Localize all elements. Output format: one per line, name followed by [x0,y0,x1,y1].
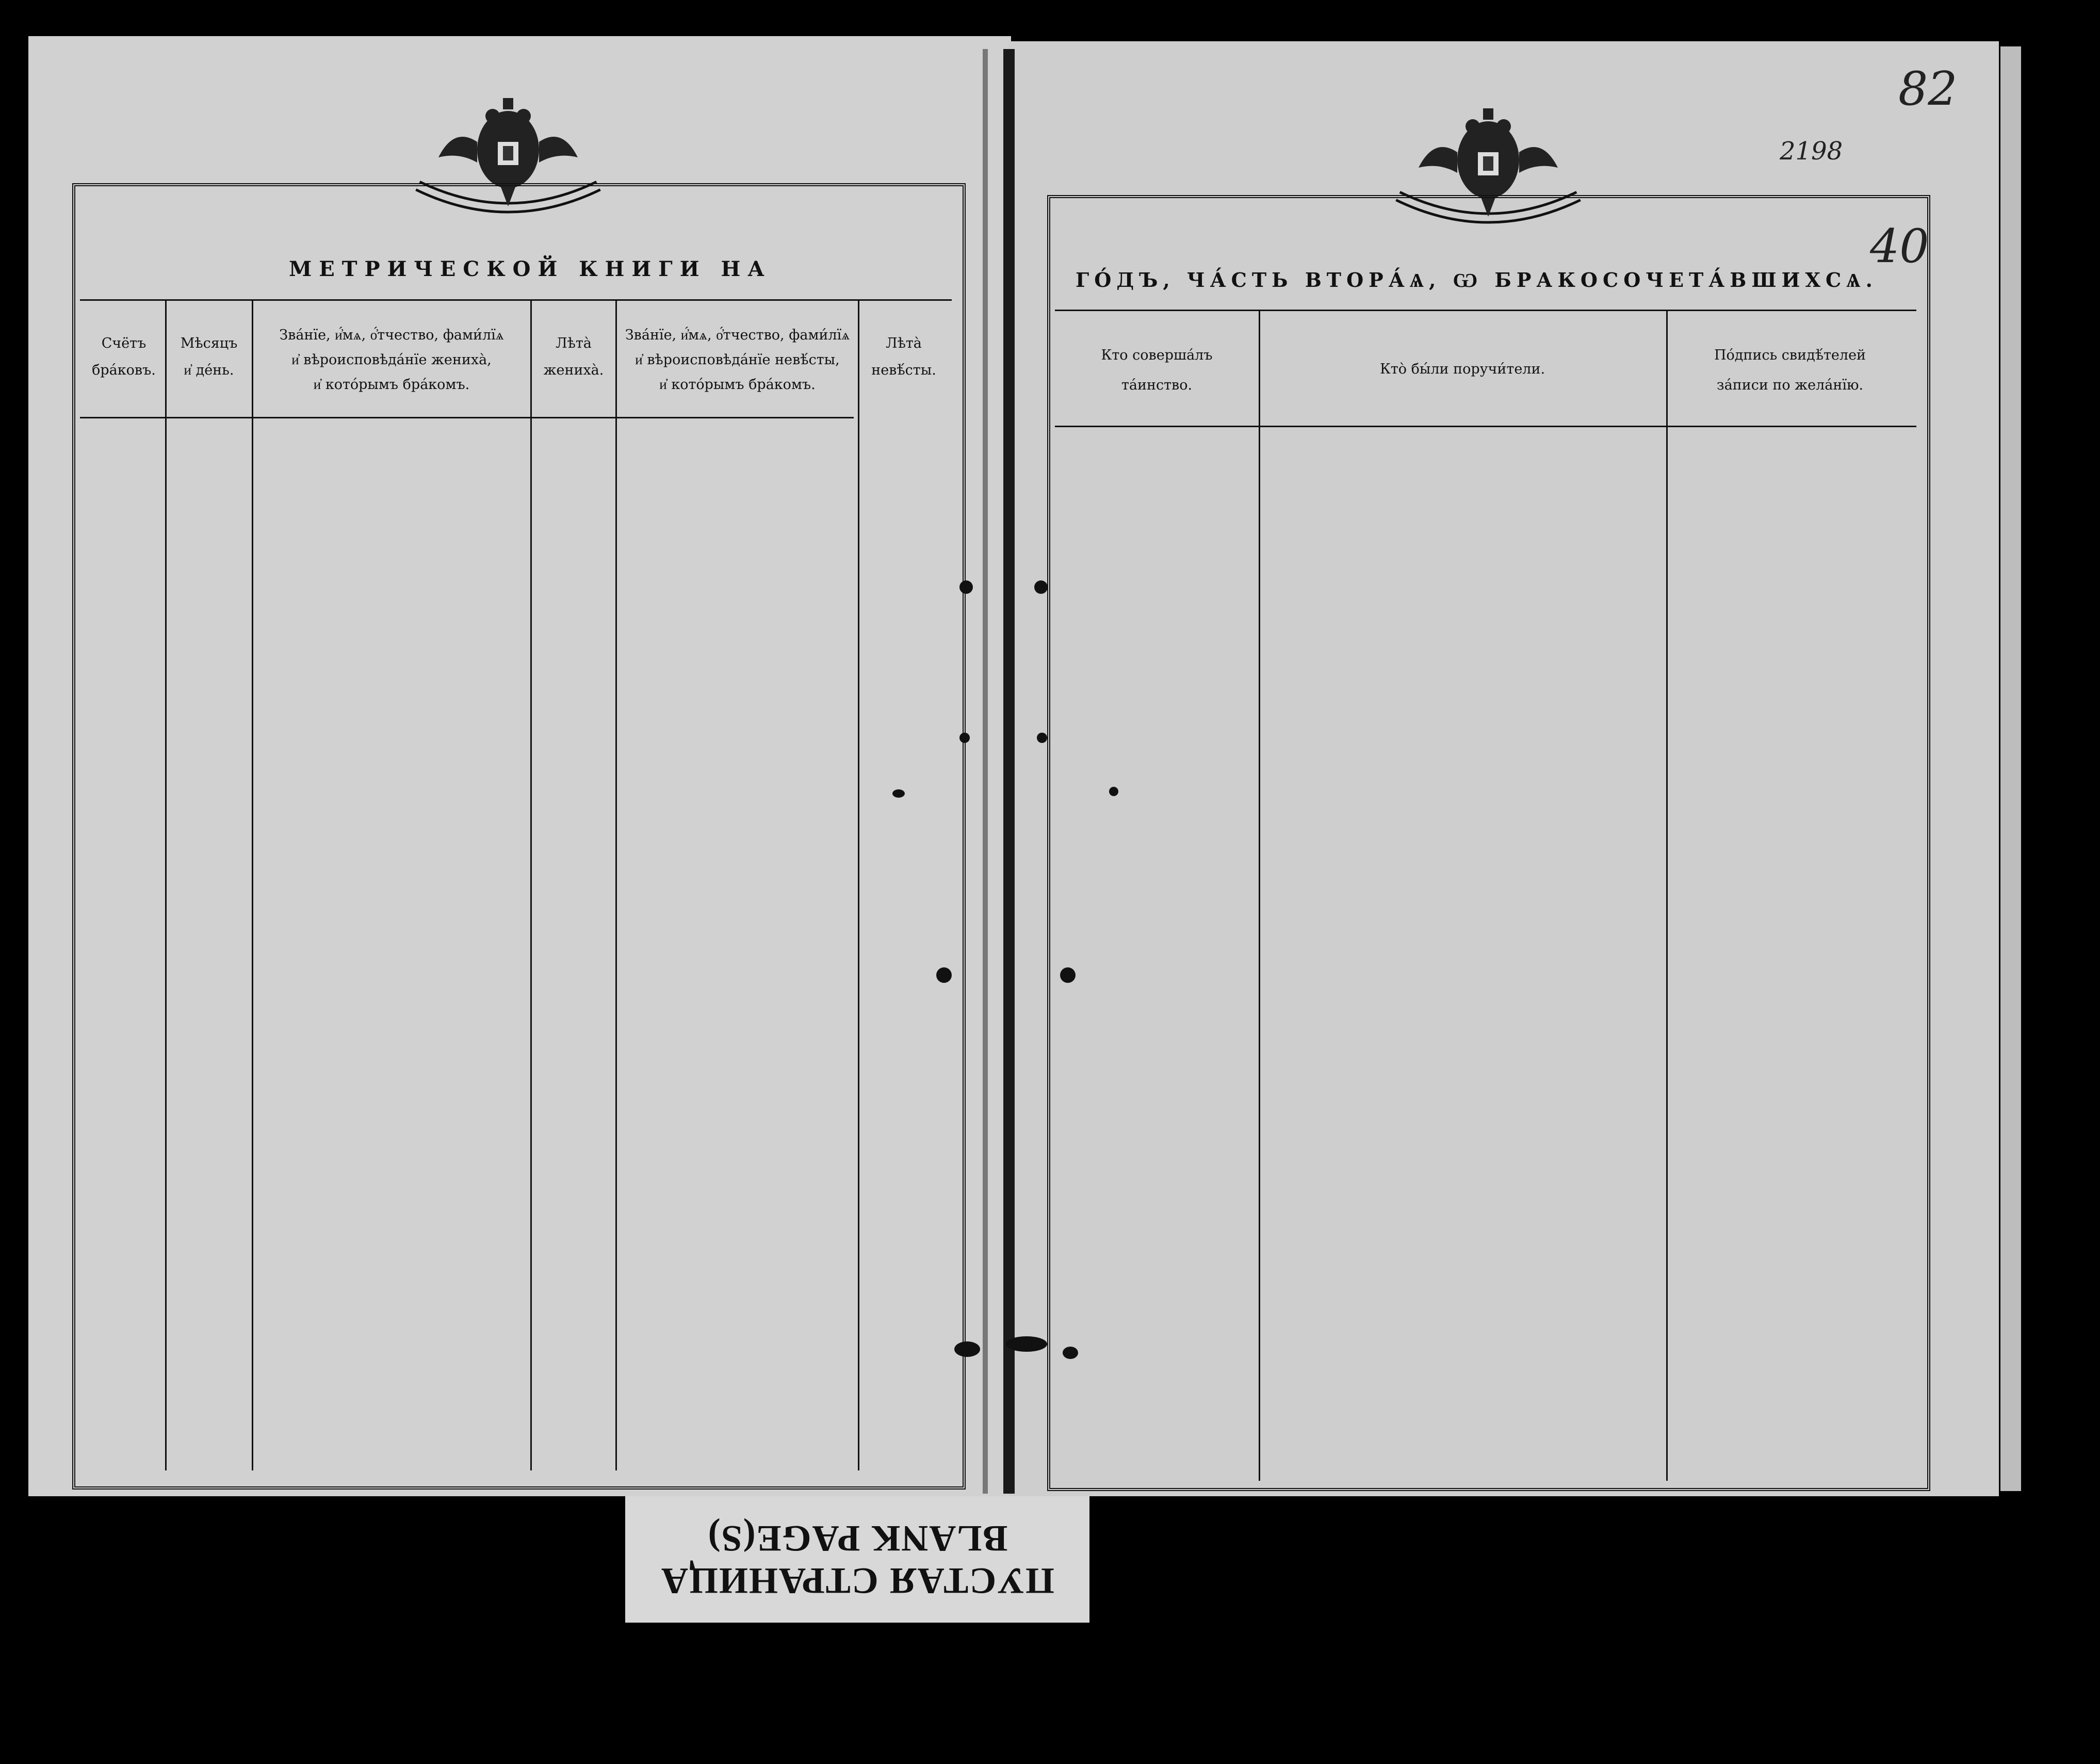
header-line: Кто соверша́лъ [1101,347,1213,363]
left-page-title: МЕТРИЧЕСКОЙ КНИГИ НА [289,257,772,281]
right-page-title: ГО́ДЪ, ЧА́СТЬ ВТОРА́Ѧ, Ѡ БРАКОСОЧЕТА́ВШИХСѦ. [1076,268,1878,292]
header-line: и҆ кото́рымъ бра́комъ. [313,377,470,393]
binding-hole [936,967,952,983]
left-column-header [254,323,529,397]
header-line: и҆ кото́рымъ бра́комъ. [659,377,816,393]
left-col-divider [530,299,532,1470]
binding-hole [959,733,970,743]
header-line: По́дпись свидѣ́телей [1714,347,1866,363]
left-column-header [860,330,948,384]
left-col-divider [165,299,167,1470]
binding-hole [1006,1336,1047,1352]
page-number: 40 [1870,219,1929,273]
left-column-header [532,330,615,384]
binding-hole [1060,967,1076,983]
left-column-header [168,330,250,384]
header-line: бра́ковъ. [92,362,156,378]
sheet-number: 2198 [1780,137,1843,166]
header-line: и҆ вѣроисповѣда́нїе жениха̀, [291,352,492,368]
header-line: Лѣта̀ [886,335,922,351]
header-line: Лѣта̀ [556,335,592,351]
header-line: та́инство. [1121,377,1193,393]
binding-hole [892,789,905,798]
left-header-rule [80,299,952,301]
header-line: Зва́нїе, и҆́мѧ, о҆́тчество, фами́лїѧ [625,327,850,343]
header-line: и҆ вѣроисповѣда́нїе невѣ́сты, [635,352,840,368]
header-line: Мѣсяцъ [180,335,238,351]
right-col-divider [1259,310,1260,1481]
left-col-divider [615,299,617,1470]
right-columns-rule [1055,426,1916,427]
right-col-divider [1666,310,1668,1481]
binding-hole [1063,1347,1078,1359]
header-line: невѣ́сты. [871,362,936,378]
left-column-header [617,323,857,397]
binding-hole [954,1341,980,1357]
binding-hole [1037,733,1047,743]
binding-hole [959,580,973,594]
right-column-header [1057,341,1256,400]
right-column-header [1261,356,1664,383]
left-col-divider [252,299,253,1470]
gutter-shadow [983,49,988,1494]
right-column-header [1669,341,1911,400]
binding-hole [1034,580,1048,594]
blank-page-stamp [625,1496,1089,1623]
header-line: за́писи по жела́нїю. [1716,377,1864,393]
left-col-divider [858,299,859,1470]
header-line: Кто̀ бы́ли поручи́тели. [1379,361,1545,377]
stamp-line-ru: ПУСТАЯ СТРАНИЦА [660,1560,1055,1601]
header-line: жениха̀. [543,362,604,378]
stamp-line-en: BLANK PAGE(S) [707,1518,1008,1559]
page-edge [2000,46,2021,1491]
header-line: и҆ де́нь. [184,362,234,378]
left-columns-rule [80,417,854,418]
binding-hole [1109,787,1118,796]
folio-number: 82 [1898,62,1958,116]
book-gutter [1003,49,1015,1494]
header-line: Зва́нїе, и҆́мѧ, о҆́тчество, фами́лїѧ [279,327,504,343]
left-column-header [83,330,165,384]
header-line: Счётъ [101,335,146,351]
right-header-rule [1055,310,1916,311]
